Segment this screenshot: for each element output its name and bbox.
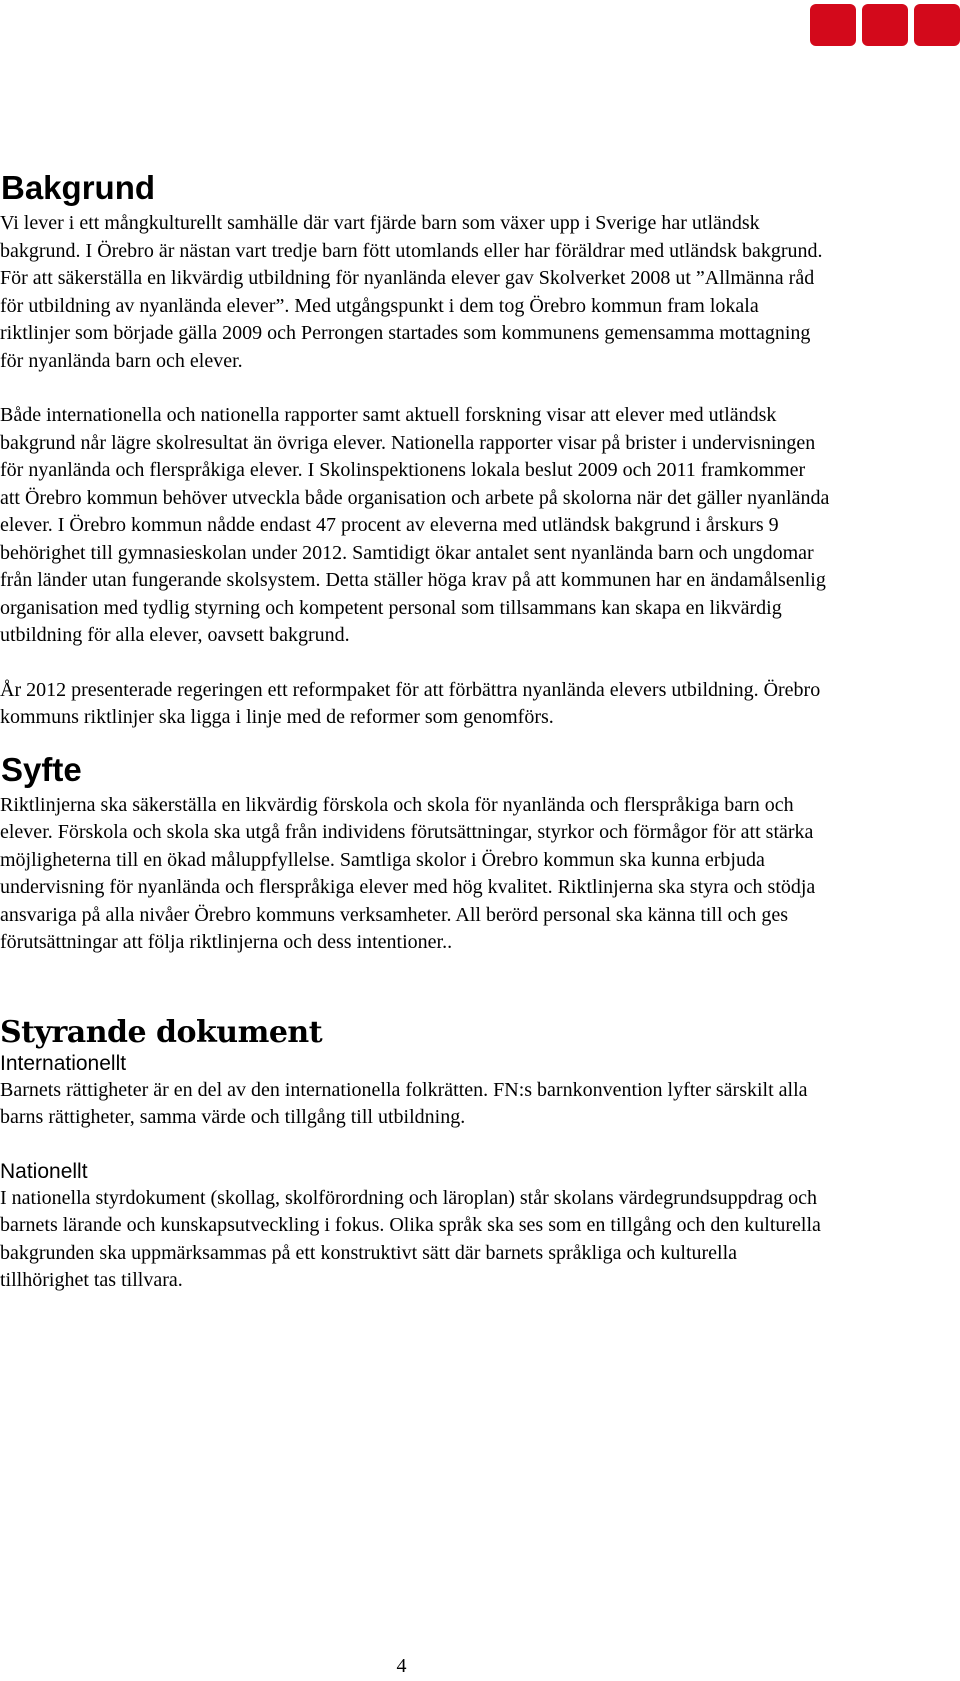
logo	[810, 4, 960, 46]
section-styrande-dokument	[0, 1015, 830, 1295]
logo-square-2	[862, 4, 908, 46]
heading-syfte: Syfte	[1, 750, 82, 788]
bakgrund-paragraph-3: År 2012 presenterade regeringen ett reformpaket för att förbättra nyanlända elevers utbildning. Örebro kommuns riktlinjer ska ligga i linje med de reformer som genomförs.	[0, 678, 821, 728]
section-syfte	[0, 750, 830, 957]
subheading-nationellt: Nationellt	[0, 1159, 88, 1183]
subheading-internationellt: Internationellt	[0, 1051, 127, 1075]
internationellt-paragraph: Barnets rättigheter är en del av den internationella folkrätten. FN:s barnkonvention lyfter särskilt alla barns rättigheter, samma värde och tillgång till utbildning.	[0, 1078, 808, 1128]
logo-square-3	[914, 4, 960, 46]
bakgrund-paragraph-2: Både internationella och nationella rapporter samt aktuell forskning visar att elever med utländsk bakgrund når lägre skolresultat än övriga elever. Nationella rapporter visar på brister i undervisningen för nyanlända och flerspråkiga elever. I Skolinspektionens lokala beslut 2009 och 2011 framkommer att Örebro kommun behöver utveckla både organisation och arbete på skolorna när det gäller nyanlända elever. I Örebro kommun nådde endast 47 procent av eleverna med utländsk bakgrund i årskurs 9 behörighet till gymnasieskolan under 2012. Samtidigt ökar antalet sent nyanlända barn och ungdomar från länder utan fungerande skolsystem. Detta ställer höga krav på att kommunen har en ändamålsenlig organisation med tydlig styrning och kompetent personal som tillsammans kan skapa en likvärdig utbildning för alla elever, oavsett bakgrund.	[0, 404, 830, 646]
nationellt-paragraph: I nationella styrdokument (skollag, skolförordning och läroplan) står skolans värdegrundsuppdrag och barnets lärande och kunskapsutveckling i fokus. Olika språk ska ses som en tillgång och den kulturella bakgrunden ska uppmärksammas på ett konstruktivt sätt där barnets språkliga och kulturella tillhörighet tas tillvara.	[0, 1186, 821, 1291]
heading-bakgrund: Bakgrund	[1, 169, 156, 206]
document-body	[0, 168, 830, 1295]
syfte-paragraph-1: Riktlinjerna ska säkerställa en likvärdig förskola och skola för nyanlända och flerspråkiga barn och elever. Förskola och skola ska utgå från individens förutsättningar, styrkor och förmågor för att stärka möjligheterna till en ökad måluppfyllelse. Samtliga skolor i Örebro kommun ska kunna erbjuda undervisning för nyanlända och flerspråkiga elever med hög kvalitet. Riktlinjerna ska styra och stödja ansvariga på alla nivåer Örebro kommuns verksamheter. All berörd personal ska känna till och ges förutsättningar att följa riktlinjerna och dess intentioner..	[0, 793, 816, 953]
bakgrund-paragraph-1: Vi lever i ett mångkulturellt samhälle där vart fjärde barn som växer upp i Sverige har utländsk bakgrund. I Örebro är nästan vart tredje barn fött utomlands eller har föräldrar med utländsk bakgrund. För att säkerställa en likvärdig utbildning för nyanlända elever gav Skolverket 2008 ut ”Allmänna råd för utbildning av nyanlända elever”. Med utgångspunkt i dem tog Örebro kommun fram lokala riktlinjer som började gälla 2009 och Perrongen startades som kommunens gemensamma mottagning för nyanlända barn och elever.	[0, 212, 823, 372]
logo-square-1	[810, 4, 856, 46]
heading-styrande-dokument: Styrande dokument	[0, 1014, 323, 1050]
page-number: 4	[396, 1655, 407, 1677]
section-bakgrund	[0, 168, 830, 732]
